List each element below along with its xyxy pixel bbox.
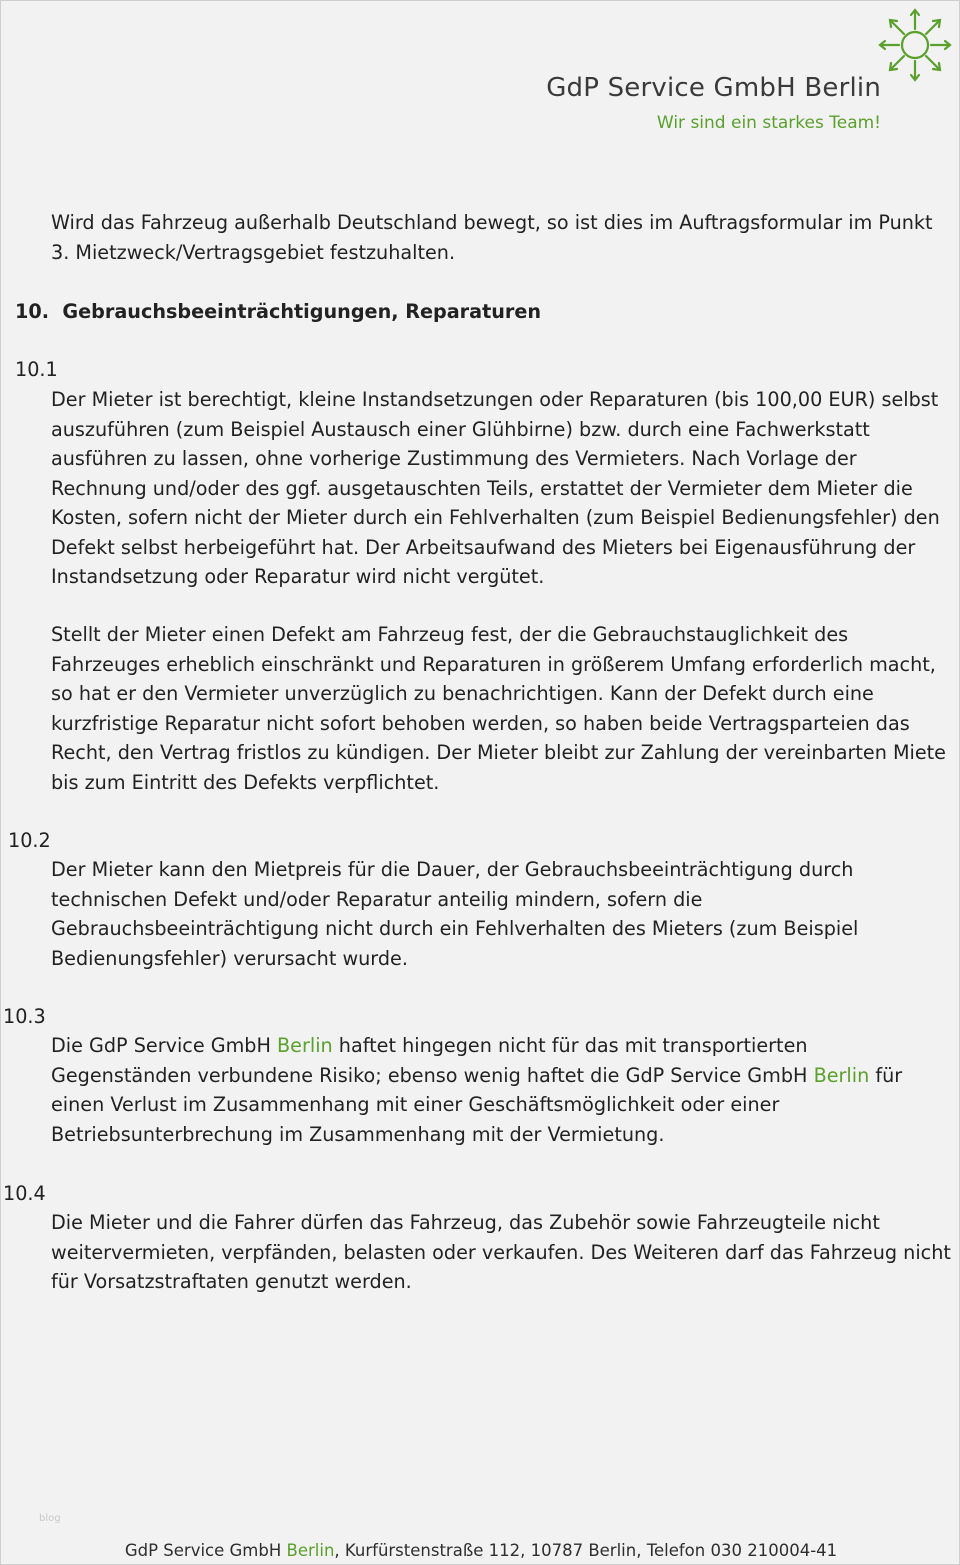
company-name: GdP Service GmbH Berlin	[546, 73, 881, 103]
clause-10-3-paragraph: Die GdP Service GmbH Berlin haftet hingegen nicht für das mit transportierten Gegenständen verbundene Risiko; ebenso wenig haftet die GdP Service GmbH Berlin für einen Verlust im Zusammenhang mit einer Geschäftsmöglichkeit oder einer Betriebsunterbrechung im Zusammenhang mit der Vermietung.	[51, 1034, 903, 1146]
clause-10-1-paragraph-2: Stellt der Mieter einen Defekt am Fahrzeug fest, der die Gebrauchstauglichkeit des Fahrzeuges erheblich einschränkt und Reparaturen in größerem Umfang erforderlich macht, so hat er den Vermieter unverzüglich zu benachrichtigen. Kann der Defekt durch eine kurzfristige Reparatur nicht sofort behoben werden, so haben beide Vertragsparteien das Recht, den Vertrag fristlos zu kündigen. Der Mieter bleibt zur Zahlung der vereinbarten Miete bis zum Eintritt des Defekts verpflichtet.	[51, 623, 946, 794]
clause-10-4-paragraph: Die Mieter und die Fahrer dürfen das Fahrzeug, das Zubehör sowie Fahrzeugteile nicht weitervermieten, verpfänden, belasten oder verkaufen. Des Weiteren darf das Fahrzeug nicht für Vorsatzstraftaten genutzt werden.	[51, 1211, 951, 1293]
section-title: Gebrauchsbeeinträchtigungen, Reparaturen	[62, 300, 542, 323]
berlin-highlight: Berlin	[813, 1063, 870, 1087]
intro-paragraph: Wird das Fahrzeug außerhalb Deutschland bewegt, so ist dies im Auftragsformular im Punkt 3. Mietzweck/Vertragsgebiet festzuhalten.	[51, 211, 933, 264]
clause-number-10-4: 10.4	[3, 1182, 46, 1205]
page-footer: GdP Service GmbH Berlin, Kurfürstenstraße 112, 10787 Berlin, Telefon 030 210004-41	[124, 1541, 838, 1560]
clause-number-10-2: 10.2	[8, 829, 51, 852]
berlin-highlight: Berlin	[277, 1034, 333, 1057]
clause-number-10-1: 10.1	[15, 358, 58, 381]
section-number: 10.	[15, 300, 49, 323]
clause-10-2-paragraph: Der Mieter kann den Mietpreis für die Dauer, der Gebrauchsbeeinträchtigung durch technischen Defekt und/oder Reparatur anteilig mindern, sofern die Gebrauchsbeeinträchtigung nicht durch ein Fehlverhalten des Mieters (zum Beispiel Bedienungsfehler) verursacht wurde.	[51, 858, 859, 970]
clause-number-10-3: 10.3	[3, 1005, 46, 1028]
berlin-highlight: Berlin	[286, 1541, 335, 1560]
section-heading	[15, 297, 541, 327]
company-tagline: Wir sind ein starkes Team!	[656, 113, 881, 133]
clause-10-1-paragraph-1: Der Mieter ist berechtigt, kleine Instandsetzungen oder Reparaturen (bis 100,00 EUR) selbst auszuführen (zum Beispiel Austausch einer Glühbirne) bzw. durch eine Fachwerkstatt ausführen zu lassen, ohne vorherige Zustimmung des Vermieters. Nach Vorlage der Rechnung und/oder des ggf. ausgetauschten Teils, erstattet der Vermieter dem Mieter die Kosten, sofern nicht der Mieter durch ein Fehlverhalten (zum Beispiel Bedienungsfehler) den Defekt selbst herbeigeführt hat. Der Arbeitsaufwand des Mieters bei Eigenausführung der Instandsetzung oder Reparatur wird nicht vergütet.	[51, 388, 940, 588]
sun-logo-icon	[873, 5, 957, 83]
watermark-text: blog	[39, 1513, 61, 1524]
